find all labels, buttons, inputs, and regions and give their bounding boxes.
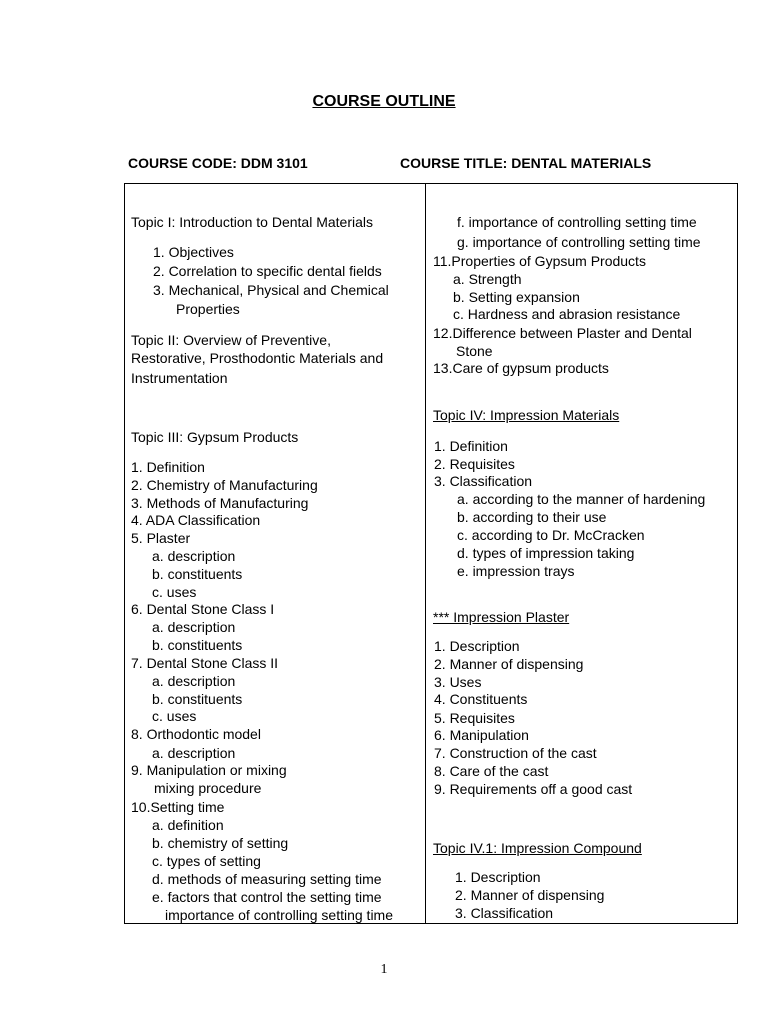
list-item: 1. Definition	[131, 459, 205, 475]
sub-item: b. Setting expansion	[453, 289, 580, 305]
list-item: 3. Uses	[434, 674, 482, 690]
sub-item: g. importance of controlling setting time	[457, 234, 701, 250]
list-item: 3. Methods of Manufacturing	[131, 495, 309, 511]
sub-item: c. according to Dr. McCracken	[457, 527, 645, 543]
sub-item: e. factors that control the setting time	[152, 889, 382, 905]
list-item: 3. Mechanical, Physical and Chemical	[153, 282, 389, 298]
list-item: 7. Dental Stone Class II	[131, 655, 279, 671]
sub-item: e. impression trays	[457, 563, 575, 579]
topic-heading: Topic II: Overview of Preventive,	[131, 332, 331, 348]
list-item: 1. Description	[455, 869, 541, 885]
course-code: COURSE CODE: DDM 3101	[128, 155, 308, 171]
list-item: 1. Definition	[434, 438, 508, 454]
list-item: 6. Manipulation	[434, 727, 529, 743]
topic-heading: Restorative, Prosthodontic Materials and	[131, 350, 384, 366]
list-item: 7. Construction of the cast	[434, 745, 597, 761]
list-item: 2. Correlation to specific dental fields	[153, 263, 382, 279]
sub-item: b. according to their use	[457, 509, 607, 525]
sub-item: c. uses	[152, 708, 197, 724]
sub-item: a. description	[152, 548, 236, 564]
sub-item: a. description	[152, 745, 236, 761]
list-item: 4. Constituents	[434, 691, 528, 707]
list-item: 4. ADA Classification	[131, 512, 261, 528]
sub-item: a. description	[152, 619, 236, 635]
list-item: 6. Dental Stone Class I	[131, 601, 275, 617]
list-item: 10.Setting time	[131, 799, 225, 815]
page-title: COURSE OUTLINE	[312, 93, 456, 110]
list-item: Properties	[176, 301, 240, 317]
page-number: 1	[380, 962, 388, 977]
topic-heading: Topic I: Introduction to Dental Materials	[131, 214, 374, 230]
list-item: 2. Manner of dispensing	[455, 887, 605, 903]
list-item: 13.Care of gypsum products	[433, 360, 609, 376]
list-item: 1. Description	[434, 638, 520, 654]
list-item: 12.Difference between Plaster and Dental	[433, 325, 692, 341]
sub-item: b. constituents	[152, 637, 243, 653]
course-title: COURSE TITLE: DENTAL MATERIALS	[400, 155, 652, 171]
topic-heading: Topic IV: Impression Materials	[433, 407, 620, 423]
list-item: 11.Properties of Gypsum Products	[433, 253, 646, 269]
sub-item: c. uses	[152, 584, 197, 600]
list-item: 2. Requisites	[434, 456, 515, 472]
sub-item: importance of controlling setting time	[165, 907, 393, 923]
list-item: 9. Requirements off a good cast	[434, 781, 633, 797]
sub-item: b. constituents	[152, 566, 243, 582]
sub-item: a. definition	[152, 817, 224, 833]
list-item: 8. Orthodontic model	[131, 726, 261, 742]
topic-heading: Topic III: Gypsum Products	[131, 429, 299, 445]
sub-item: c. types of setting	[152, 853, 261, 869]
list-item: 5. Requisites	[434, 710, 515, 726]
list-item: 5. Plaster	[131, 530, 191, 546]
sub-item: b. chemistry of setting	[152, 835, 289, 851]
topic-heading: Topic IV.1: Impression Compound	[433, 840, 642, 856]
list-item: 9. Manipulation or mixing	[131, 762, 287, 778]
list-item: 3. Classification	[434, 473, 533, 489]
sub-item: mixing procedure	[154, 780, 262, 796]
topic-heading: Instrumentation	[131, 370, 228, 386]
sub-item: b. constituents	[152, 691, 243, 707]
sub-item: d. methods of measuring setting time	[152, 871, 382, 887]
list-item: Stone	[456, 343, 493, 359]
sub-item: a. Strength	[453, 271, 522, 287]
list-item: 1. Objectives	[153, 244, 234, 260]
sub-item: a. description	[152, 673, 236, 689]
sub-item: f. importance of controlling setting time	[457, 214, 697, 230]
sub-item: a. according to the manner of hardening	[457, 491, 706, 507]
list-item: 8. Care of the cast	[434, 763, 549, 779]
sub-item: d. types of impression taking	[457, 545, 635, 561]
column-divider	[425, 183, 426, 924]
list-item: 3. Classification	[455, 905, 554, 921]
sub-item: c. Hardness and abrasion resistance	[453, 306, 681, 322]
list-item: 2. Manner of dispensing	[434, 656, 584, 672]
topic-heading: *** Impression Plaster	[433, 609, 570, 625]
list-item: 2. Chemistry of Manufacturing	[131, 477, 318, 493]
